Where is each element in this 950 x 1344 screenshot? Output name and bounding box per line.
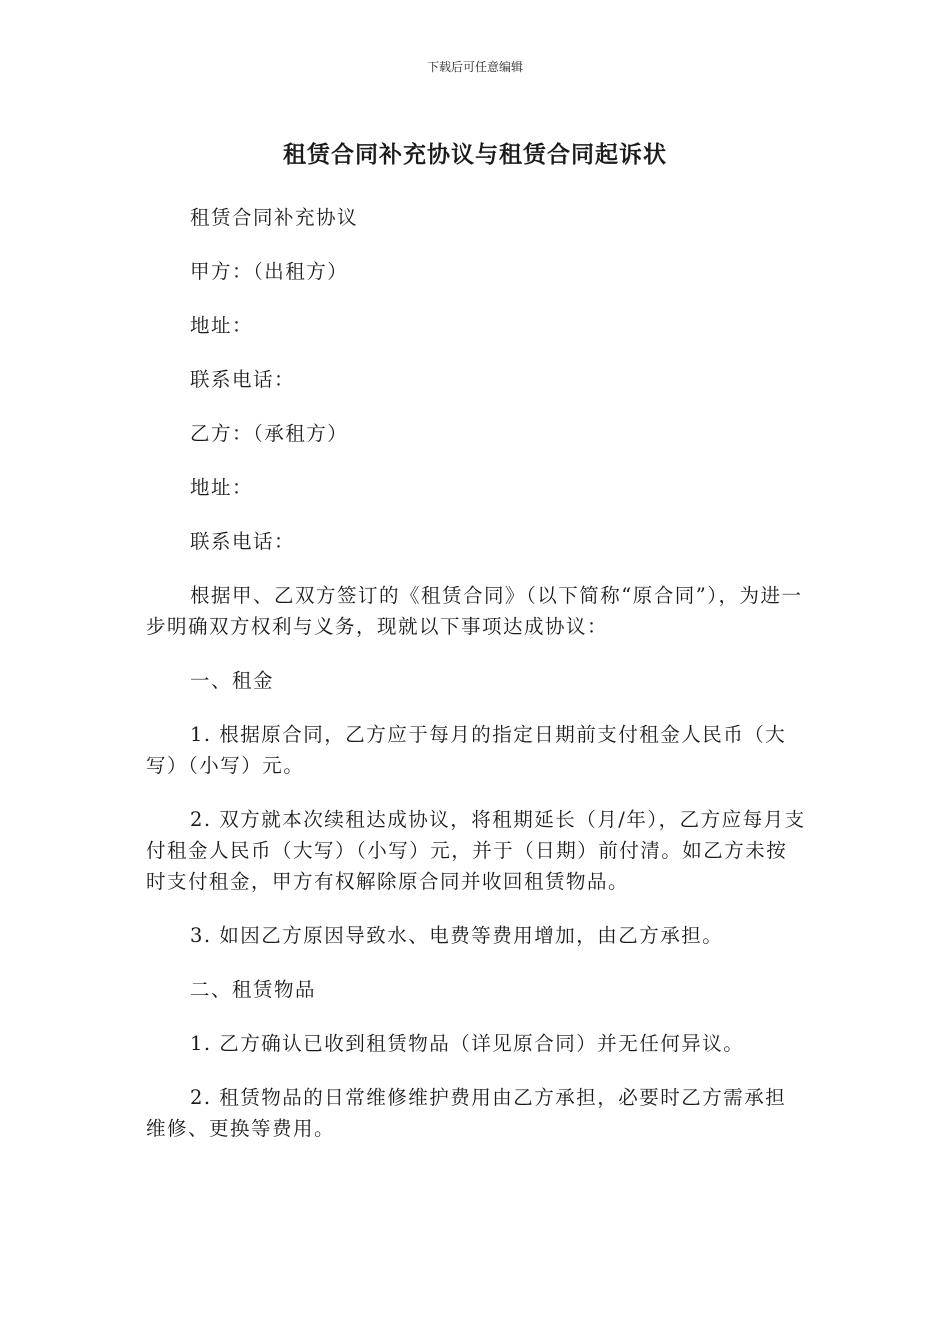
document-body <box>146 202 806 1167</box>
section-heading-items: 二、租赁物品 <box>190 978 317 1001</box>
document-title: 租赁合同补充协议与租赁合同起诉状 <box>283 142 667 168</box>
party-a-address: 地址： <box>190 314 254 337</box>
party-b-address: 地址： <box>190 476 254 499</box>
page-header-note: 下载后可任意编辑 <box>426 60 523 74</box>
subtitle-paragraph: 租赁合同补充协议 <box>190 206 359 229</box>
party-a-line: 甲方：（出租方） <box>190 260 349 283</box>
party-b-phone: 联系电话： <box>190 530 296 553</box>
rent-clause-2: 2. 双方就本次续租达成协议，将租期延长（月/年），乙方应每月支付租金人民币（大写）（小写）元，并于（日期）前付清。如乙方未按时支付租金，甲方有权解除原合同并收回租赁物品。 <box>146 808 806 893</box>
rent-clause-3: 3. 如因乙方原因导致水、电费等费用增加，由乙方承担。 <box>190 924 724 947</box>
preamble-paragraph: 根据甲、乙双方签订的《租赁合同》（以下简称“原合同”），为进一步明确双方权利与义务，现就以下事项达成协议： <box>146 584 803 638</box>
items-clause-1: 1. 乙方确认已收到租赁物品（详见原合同）并无任何异议。 <box>190 1032 745 1055</box>
items-clause-2: 2. 租赁物品的日常维修维护费用由乙方承担，必要时乙方需承担维修、更换等费用。 <box>146 1086 787 1140</box>
party-a-phone: 联系电话： <box>190 368 296 391</box>
rent-clause-1: 1. 根据原合同，乙方应于每月的指定日期前支付租金人民币（大写）（小写）元。 <box>146 723 787 777</box>
section-heading-rent: 一、租金 <box>190 669 275 692</box>
party-b-line: 乙方：（承租方） <box>190 422 349 445</box>
